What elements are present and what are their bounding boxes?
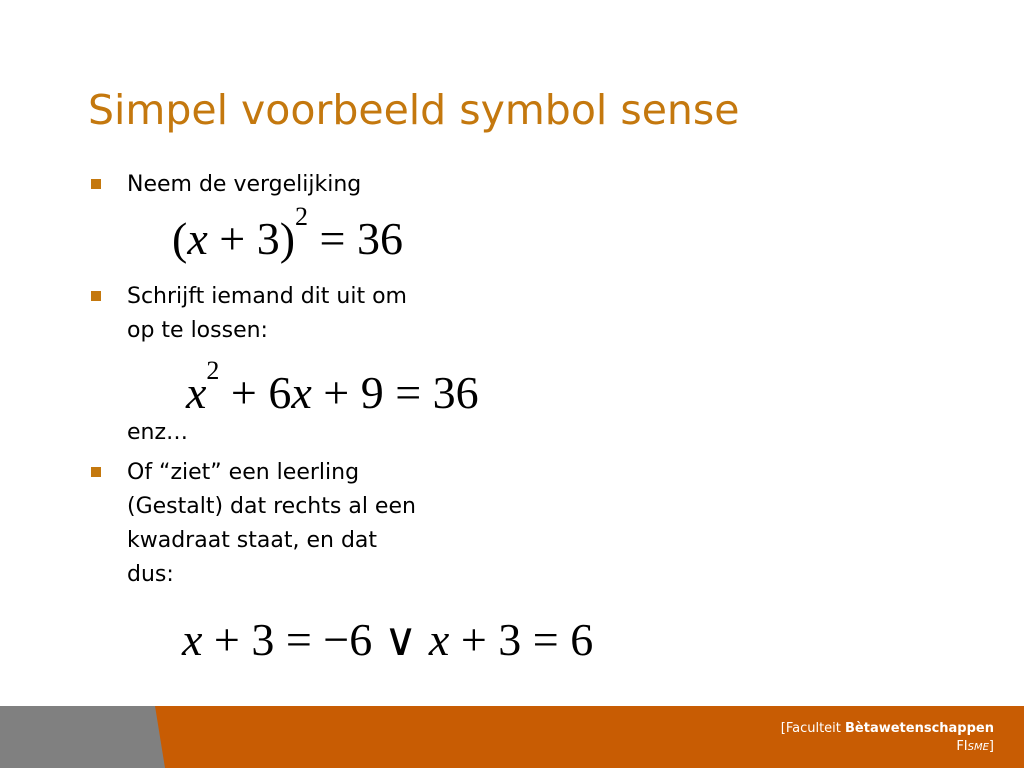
footer-gray-block: [0, 706, 165, 768]
bullet-marker-icon: [91, 467, 101, 477]
dept-prefix: FI: [956, 739, 968, 754]
faculty-name: Bètawetenschappen: [845, 721, 994, 736]
bracket-close: ]: [988, 739, 994, 754]
bullet-1: [127, 168, 361, 202]
bullet-marker-icon: [91, 179, 101, 189]
bullet-3-line3: kwadraat staat, en dat: [127, 528, 378, 553]
bullet-3-line1: Of “ziet” een leerling: [127, 460, 360, 485]
bullet-2: [127, 280, 407, 348]
equation-3: x + 3 = −6 ∨ x + 3 = 6: [182, 614, 594, 665]
bullet-3: [127, 456, 416, 592]
bullet-3-line2: (Gestalt) dat rechts al een: [127, 494, 416, 519]
dept-suffix: SME: [967, 742, 989, 753]
bullet-2-line1: Schrijft iemand dit uit om: [127, 284, 407, 309]
bullet-1-line1: Neem de vergelijking: [127, 172, 362, 197]
equation-2: $x^2 + 6x + 9 = 36$: [186, 356, 479, 418]
bullet-marker-icon: [91, 291, 101, 301]
enz-text: enz…: [127, 420, 189, 445]
bullet-2-line2: op te lossen:: [127, 318, 268, 343]
slide-title: Simpel voorbeeld symbol sense: [88, 86, 740, 134]
faculty-logo: [781, 720, 994, 757]
faculty-prefix: [Faculteit: [780, 721, 841, 736]
equation-1: $(x + 3)^2 = 36$: [172, 202, 403, 264]
bullet-3-line4: dus:: [127, 562, 174, 587]
